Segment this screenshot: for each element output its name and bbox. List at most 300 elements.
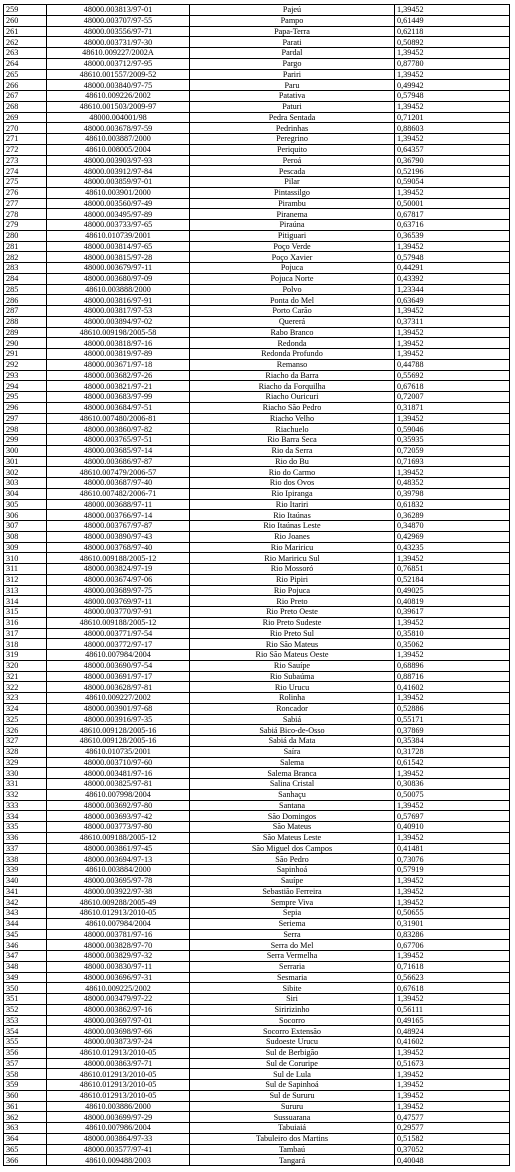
field-name-cell: Pescada <box>190 166 395 177</box>
row-number-cell: 284 <box>4 273 47 284</box>
process-number-cell: 48610.010735/2001 <box>47 746 190 757</box>
table-row <box>4 252 510 263</box>
process-number-cell: 48000.003697/97-01 <box>47 1015 190 1026</box>
field-name-cell: Remanso <box>190 359 395 370</box>
value-cell: 1,39452 <box>395 800 510 811</box>
process-number-cell: 48610.009227/2002 <box>47 693 190 704</box>
value-cell: 0,67618 <box>395 983 510 994</box>
process-number-cell: 48000.003859/97-01 <box>47 177 190 188</box>
value-cell: 0,61832 <box>395 499 510 510</box>
row-number-cell: 330 <box>4 768 47 779</box>
table-row <box>4 617 510 628</box>
table-row <box>4 908 510 919</box>
table-row <box>4 349 510 360</box>
table-row <box>4 177 510 188</box>
row-number-cell: 305 <box>4 499 47 510</box>
table-row <box>4 37 510 48</box>
field-name-cell: Rio Joanes <box>190 531 395 542</box>
table-row <box>4 478 510 489</box>
table-row <box>4 1004 510 1015</box>
process-number-cell: 48000.003694/97-13 <box>47 854 190 865</box>
row-number-cell: 274 <box>4 166 47 177</box>
field-name-cell: Siri <box>190 994 395 1005</box>
table-row <box>4 48 510 59</box>
row-number-cell: 343 <box>4 908 47 919</box>
row-number-cell: 292 <box>4 359 47 370</box>
table-row <box>4 445 510 456</box>
field-name-cell: Piranema <box>190 209 395 220</box>
process-number-cell: 48610.012913/2010-05 <box>47 1069 190 1080</box>
value-cell: 1,39452 <box>395 327 510 338</box>
row-number-cell: 349 <box>4 972 47 983</box>
row-number-cell: 309 <box>4 542 47 553</box>
value-cell: 0,51673 <box>395 1058 510 1069</box>
field-name-cell: Sul de Berbigão <box>190 1047 395 1058</box>
row-number-cell: 323 <box>4 693 47 704</box>
process-number-cell: 48610.007998/2004 <box>47 789 190 800</box>
value-cell: 0,50075 <box>395 789 510 800</box>
field-name-cell: Rio Preto Sudeste <box>190 617 395 628</box>
table-row <box>4 1155 510 1166</box>
row-number-cell: 301 <box>4 456 47 467</box>
field-name-cell: Rio Subaúma <box>190 671 395 682</box>
value-cell: 0,36289 <box>395 510 510 521</box>
field-name-cell: Ponta do Mel <box>190 295 395 306</box>
row-number-cell: 264 <box>4 58 47 69</box>
value-cell: 1,39452 <box>395 768 510 779</box>
row-number-cell: 278 <box>4 209 47 220</box>
table-row <box>4 198 510 209</box>
process-number-cell: 48610.007479/2006-57 <box>47 467 190 478</box>
value-cell: 1,39452 <box>395 1080 510 1091</box>
field-name-cell: Salina Cristal <box>190 779 395 790</box>
process-number-cell: 48000.003671/97-18 <box>47 359 190 370</box>
field-name-cell: Riacho da Barra <box>190 370 395 381</box>
process-number-cell: 48000.003830/97-11 <box>47 961 190 972</box>
field-name-cell: Rio Preto Sul <box>190 628 395 639</box>
table-row <box>4 381 510 392</box>
process-number-cell: 48000.003814/97-65 <box>47 241 190 252</box>
table-row <box>4 897 510 908</box>
field-name-cell: Sul de Sapinhoá <box>190 1080 395 1091</box>
row-number-cell: 328 <box>4 746 47 757</box>
row-number-cell: 348 <box>4 961 47 972</box>
value-cell: 0,73076 <box>395 854 510 865</box>
process-number-cell: 48610.012913/2010-05 <box>47 1047 190 1058</box>
row-number-cell: 286 <box>4 295 47 306</box>
row-number-cell: 342 <box>4 897 47 908</box>
row-number-cell: 350 <box>4 983 47 994</box>
row-number-cell: 341 <box>4 886 47 897</box>
value-cell: 1,39452 <box>395 1090 510 1101</box>
value-cell: 0,56623 <box>395 972 510 983</box>
value-cell: 0,55692 <box>395 370 510 381</box>
process-number-cell: 48610.010739/2001 <box>47 230 190 241</box>
table-row <box>4 961 510 972</box>
process-number-cell: 48610.008005/2004 <box>47 144 190 155</box>
process-number-cell: 48000.003773/97-80 <box>47 822 190 833</box>
field-name-cell: Periquito <box>190 144 395 155</box>
table-row <box>4 1026 510 1037</box>
field-name-cell: Papa-Terra <box>190 26 395 37</box>
process-number-cell: 48610.009188/2005-12 <box>47 553 190 564</box>
row-number-cell: 324 <box>4 703 47 714</box>
field-name-cell: Pojuca Norte <box>190 273 395 284</box>
field-name-cell: Rio Mariricu Sul <box>190 553 395 564</box>
row-number-cell: 275 <box>4 177 47 188</box>
value-cell: 0,71201 <box>395 112 510 123</box>
field-name-cell: São Miguel dos Campos <box>190 843 395 854</box>
process-number-cell: 48000.003686/97-87 <box>47 456 190 467</box>
row-number-cell: 327 <box>4 736 47 747</box>
value-cell: 0,47577 <box>395 1112 510 1123</box>
value-cell: 1,39452 <box>395 875 510 886</box>
process-number-cell: 48000.003577/97-41 <box>47 1144 190 1155</box>
row-number-cell: 272 <box>4 144 47 155</box>
table-row <box>4 80 510 91</box>
process-number-cell: 48000.003733/97-65 <box>47 220 190 231</box>
value-cell: 0,40910 <box>395 822 510 833</box>
row-number-cell: 329 <box>4 757 47 768</box>
value-cell: 0,57948 <box>395 91 510 102</box>
table-row <box>4 1144 510 1155</box>
field-name-cell: Polvo <box>190 284 395 295</box>
row-number-cell: 302 <box>4 467 47 478</box>
row-number-cell: 353 <box>4 1015 47 1026</box>
field-name-cell: Serra <box>190 929 395 940</box>
process-number-cell: 48000.003765/97-51 <box>47 435 190 446</box>
row-number-cell: 291 <box>4 349 47 360</box>
field-name-cell: Paturi <box>190 101 395 112</box>
process-number-cell: 48610.003884/2000 <box>47 865 190 876</box>
value-cell: 0,72059 <box>395 445 510 456</box>
table-row <box>4 1112 510 1123</box>
value-cell: 0,41481 <box>395 843 510 854</box>
field-name-cell: Sul de Lula <box>190 1069 395 1080</box>
table-row <box>4 338 510 349</box>
row-number-cell: 340 <box>4 875 47 886</box>
field-name-cell: Paru <box>190 80 395 91</box>
value-cell: 1,39452 <box>395 413 510 424</box>
table-row <box>4 209 510 220</box>
field-name-cell: Salema Branca <box>190 768 395 779</box>
process-number-cell: 48000.003693/97-42 <box>47 811 190 822</box>
process-number-cell: 48610.003901/2000 <box>47 187 190 198</box>
field-name-cell: Sabiá Bico-de-Osso <box>190 725 395 736</box>
process-number-cell: 48000.003829/97-32 <box>47 951 190 962</box>
field-name-cell: Pintassilgo <box>190 187 395 198</box>
row-number-cell: 308 <box>4 531 47 542</box>
value-cell: 0,49165 <box>395 1015 510 1026</box>
value-cell: 1,39452 <box>395 951 510 962</box>
row-number-cell: 326 <box>4 725 47 736</box>
process-number-cell: 48000.003770/97-91 <box>47 607 190 618</box>
row-number-cell: 270 <box>4 123 47 134</box>
value-cell: 0,61542 <box>395 757 510 768</box>
field-name-cell: Santana <box>190 800 395 811</box>
table-row <box>4 1047 510 1058</box>
table-row <box>4 531 510 542</box>
value-cell: 0,52196 <box>395 166 510 177</box>
process-number-cell: 48000.003840/97-75 <box>47 80 190 91</box>
value-cell: 1,39452 <box>395 1101 510 1112</box>
field-name-cell: Riacho São Pedro <box>190 402 395 413</box>
row-number-cell: 280 <box>4 230 47 241</box>
field-name-cell: Rio Pojuca <box>190 585 395 596</box>
field-name-cell: Tabuiaiá <box>190 1123 395 1134</box>
table-row <box>4 660 510 671</box>
field-name-cell: Rolinha <box>190 693 395 704</box>
field-name-cell: Rio Preto <box>190 596 395 607</box>
value-cell: 0,35384 <box>395 736 510 747</box>
field-name-cell: Socorro Extensão <box>190 1026 395 1037</box>
table-row <box>4 510 510 521</box>
process-number-cell: 48000.003916/97-35 <box>47 714 190 725</box>
row-number-cell: 281 <box>4 241 47 252</box>
row-number-cell: 332 <box>4 789 47 800</box>
row-number-cell: 304 <box>4 488 47 499</box>
process-number-cell: 48610.009128/2005-16 <box>47 725 190 736</box>
value-cell: 0,67618 <box>395 381 510 392</box>
row-number-cell: 364 <box>4 1133 47 1144</box>
value-cell: 0,48352 <box>395 478 510 489</box>
table-row <box>4 144 510 155</box>
table-row <box>4 1101 510 1112</box>
field-name-cell: Sauípe <box>190 875 395 886</box>
table-row <box>4 639 510 650</box>
table-row <box>4 26 510 37</box>
process-number-cell: 48000.003821/97-21 <box>47 381 190 392</box>
field-name-cell: São Mateus Leste <box>190 832 395 843</box>
process-number-cell: 48000.003772/97-17 <box>47 639 190 650</box>
value-cell: 0,57697 <box>395 811 510 822</box>
value-cell: 0,57919 <box>395 865 510 876</box>
field-name-cell: Sibite <box>190 983 395 994</box>
row-number-cell: 322 <box>4 682 47 693</box>
table-row <box>4 811 510 822</box>
row-number-cell: 333 <box>4 800 47 811</box>
table-row <box>4 650 510 661</box>
table-row <box>4 263 510 274</box>
field-name-cell: Riacho Ouricuri <box>190 392 395 403</box>
row-number-cell: 260 <box>4 15 47 26</box>
value-cell: 1,39452 <box>395 617 510 628</box>
row-number-cell: 282 <box>4 252 47 263</box>
row-number-cell: 287 <box>4 306 47 317</box>
row-number-cell: 268 <box>4 101 47 112</box>
field-name-cell: Rio da Serra <box>190 445 395 456</box>
value-cell: 0,57948 <box>395 252 510 263</box>
value-cell: 0,88603 <box>395 123 510 134</box>
value-cell: 0,71693 <box>395 456 510 467</box>
process-number-cell: 48000.003690/97-54 <box>47 660 190 671</box>
process-number-cell: 48000.003817/97-53 <box>47 306 190 317</box>
process-number-cell: 48000.003862/97-16 <box>47 1004 190 1015</box>
process-number-cell: 48000.003767/97-87 <box>47 521 190 532</box>
table-row <box>4 413 510 424</box>
field-name-cell: Sapinhoá <box>190 865 395 876</box>
value-cell: 0,35810 <box>395 628 510 639</box>
field-name-cell: Serra do Mel <box>190 940 395 951</box>
value-cell: 0,59046 <box>395 424 510 435</box>
value-cell: 0,52886 <box>395 703 510 714</box>
value-cell: 1,39452 <box>395 1069 510 1080</box>
table-row <box>4 832 510 843</box>
process-number-cell: 48000.003894/97-02 <box>47 316 190 327</box>
process-number-cell: 48000.003825/97-81 <box>47 779 190 790</box>
value-cell: 0,50892 <box>395 37 510 48</box>
field-name-cell: Sul de Sururu <box>190 1090 395 1101</box>
table-row <box>4 1133 510 1144</box>
row-number-cell: 290 <box>4 338 47 349</box>
value-cell: 1,39452 <box>395 48 510 59</box>
process-number-cell: 48000.003769/97-11 <box>47 596 190 607</box>
field-name-cell: Rio Pipiri <box>190 574 395 585</box>
table-row <box>4 940 510 951</box>
value-cell: 0,43392 <box>395 273 510 284</box>
table-row <box>4 499 510 510</box>
table-row <box>4 875 510 886</box>
table-row <box>4 865 510 876</box>
table-row <box>4 112 510 123</box>
process-number-cell: 48000.003674/97-06 <box>47 574 190 585</box>
process-number-cell: 48000.003628/97-81 <box>47 682 190 693</box>
value-cell: 0,63716 <box>395 220 510 231</box>
process-number-cell: 48000.003816/97-91 <box>47 295 190 306</box>
process-number-cell: 48000.003698/97-66 <box>47 1026 190 1037</box>
row-number-cell: 339 <box>4 865 47 876</box>
row-number-cell: 361 <box>4 1101 47 1112</box>
value-cell: 0,29577 <box>395 1123 510 1134</box>
table-row <box>4 542 510 553</box>
process-number-cell: 48000.003689/97-75 <box>47 585 190 596</box>
value-cell: 1,39452 <box>395 134 510 145</box>
table-row <box>4 725 510 736</box>
table-row <box>4 370 510 381</box>
process-number-cell: 48610.009488/2003 <box>47 1155 190 1166</box>
table-row <box>4 5 510 16</box>
process-number-cell: 48000.003731/97-30 <box>47 37 190 48</box>
row-number-cell: 271 <box>4 134 47 145</box>
process-number-cell: 48000.003828/97-70 <box>47 940 190 951</box>
table-row <box>4 187 510 198</box>
table-row <box>4 58 510 69</box>
field-name-cell: Rio dos Ovos <box>190 478 395 489</box>
field-name-cell: Pedrinhas <box>190 123 395 134</box>
table-row <box>4 273 510 284</box>
row-number-cell: 259 <box>4 5 47 16</box>
row-number-cell: 351 <box>4 994 47 1005</box>
process-number-cell: 48000.004001/98 <box>47 112 190 123</box>
table-row <box>4 306 510 317</box>
process-number-cell: 48000.003556/97-71 <box>47 26 190 37</box>
row-number-cell: 347 <box>4 951 47 962</box>
field-name-cell: Salema <box>190 757 395 768</box>
process-number-cell: 48610.007482/2006-71 <box>47 488 190 499</box>
table-row <box>4 929 510 940</box>
value-cell: 0,63649 <box>395 295 510 306</box>
table-row <box>4 553 510 564</box>
process-number-cell: 48000.003685/97-14 <box>47 445 190 456</box>
value-cell: 1,39452 <box>395 553 510 564</box>
field-name-cell: Sepia <box>190 908 395 919</box>
field-name-cell: Redonda <box>190 338 395 349</box>
value-cell: 0,40819 <box>395 596 510 607</box>
table-row <box>4 574 510 585</box>
field-name-cell: Pirambu <box>190 198 395 209</box>
process-number-cell: 48000.003864/97-33 <box>47 1133 190 1144</box>
process-number-cell: 48000.003692/97-80 <box>47 800 190 811</box>
table-row <box>4 951 510 962</box>
value-cell: 1,39452 <box>395 832 510 843</box>
table-row <box>4 1058 510 1069</box>
row-number-cell: 337 <box>4 843 47 854</box>
process-number-cell: 48610.009288/2005-49 <box>47 897 190 908</box>
field-name-cell: São Domingos <box>190 811 395 822</box>
table-row <box>4 134 510 145</box>
value-cell: 1,39452 <box>395 306 510 317</box>
table-row <box>4 1069 510 1080</box>
table-row <box>4 91 510 102</box>
field-name-cell: Quererá <box>190 316 395 327</box>
table-row <box>4 1015 510 1026</box>
fields-table <box>3 4 510 1166</box>
table-row <box>4 822 510 833</box>
row-number-cell: 312 <box>4 574 47 585</box>
table-row <box>4 241 510 252</box>
value-cell: 0,56111 <box>395 1004 510 1015</box>
row-number-cell: 363 <box>4 1123 47 1134</box>
field-name-cell: Rio Barra Seca <box>190 435 395 446</box>
row-number-cell: 295 <box>4 392 47 403</box>
field-name-cell: Sempre Viva <box>190 897 395 908</box>
value-cell: 0,35935 <box>395 435 510 446</box>
table-row <box>4 284 510 295</box>
row-number-cell: 288 <box>4 316 47 327</box>
table-row <box>4 359 510 370</box>
table-row <box>4 714 510 725</box>
row-number-cell: 273 <box>4 155 47 166</box>
process-number-cell: 48000.003819/97-89 <box>47 349 190 360</box>
value-cell: 0,68896 <box>395 660 510 671</box>
row-number-cell: 345 <box>4 929 47 940</box>
row-number-cell: 315 <box>4 607 47 618</box>
process-number-cell: 48000.003712/97-95 <box>47 58 190 69</box>
table-body <box>4 5 510 1166</box>
process-number-cell: 48610.007984/2004 <box>47 650 190 661</box>
process-number-cell: 48000.003824/97-19 <box>47 564 190 575</box>
value-cell: 1,39452 <box>395 693 510 704</box>
row-number-cell: 325 <box>4 714 47 725</box>
process-number-cell: 48610.012913/2010-05 <box>47 1090 190 1101</box>
table-row <box>4 972 510 983</box>
field-name-cell: Rio São Mateus Oeste <box>190 650 395 661</box>
value-cell: 0,41602 <box>395 1037 510 1048</box>
row-number-cell: 352 <box>4 1004 47 1015</box>
row-number-cell: 276 <box>4 187 47 198</box>
process-number-cell: 48000.003479/97-22 <box>47 994 190 1005</box>
field-name-cell: Sebastião Ferreira <box>190 886 395 897</box>
process-number-cell: 48000.003560/97-49 <box>47 198 190 209</box>
field-name-cell: Porto Carão <box>190 306 395 317</box>
value-cell: 0,48924 <box>395 1026 510 1037</box>
field-name-cell: Rio do Carmo <box>190 467 395 478</box>
table-row <box>4 316 510 327</box>
table-row <box>4 628 510 639</box>
process-number-cell: 48000.003695/97-78 <box>47 875 190 886</box>
table-row <box>4 736 510 747</box>
table-row <box>4 230 510 241</box>
